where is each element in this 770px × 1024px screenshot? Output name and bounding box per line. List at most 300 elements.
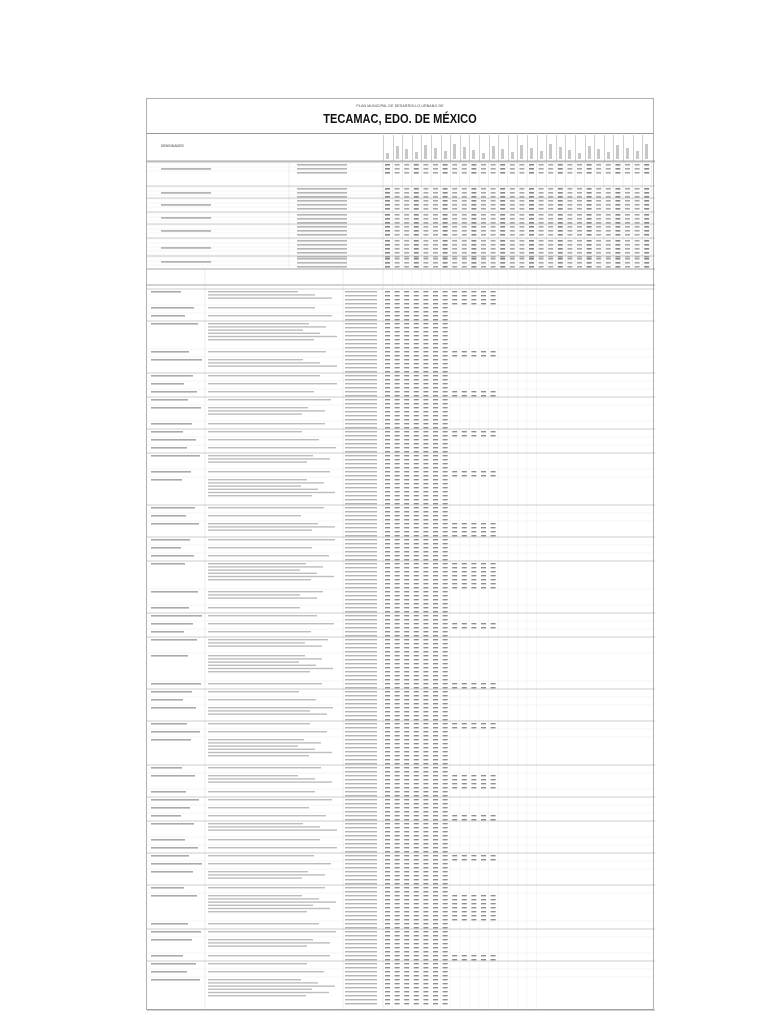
cell-value-placeholder xyxy=(414,683,419,684)
cell-value-placeholder xyxy=(558,200,563,202)
description-placeholder xyxy=(208,874,325,875)
cell-value-placeholder xyxy=(558,234,563,236)
cell-value-placeholder xyxy=(395,200,400,202)
cell-value-placeholder xyxy=(404,663,409,664)
use-label-placeholder xyxy=(151,315,185,317)
cell-value-placeholder xyxy=(385,847,390,848)
cell-value-placeholder xyxy=(395,895,400,896)
cell-value-placeholder xyxy=(491,583,496,584)
cell-value-placeholder xyxy=(385,691,390,692)
condition-placeholder xyxy=(345,787,377,788)
description-placeholder xyxy=(208,315,332,316)
cell-value-placeholder xyxy=(558,252,563,254)
description-placeholder xyxy=(208,863,331,864)
cell-value-placeholder xyxy=(414,639,419,640)
cell-value-placeholder xyxy=(433,196,438,198)
cell-value-placeholder xyxy=(462,200,467,202)
cell-value-placeholder xyxy=(577,252,582,254)
cell-value-placeholder xyxy=(385,291,390,292)
cell-value-placeholder xyxy=(462,959,467,960)
cell-value-placeholder xyxy=(433,763,438,764)
cell-value-placeholder xyxy=(395,248,400,250)
cell-value-placeholder xyxy=(414,463,419,464)
cell-value-placeholder xyxy=(481,683,486,684)
cell-value-placeholder xyxy=(395,347,400,348)
cell-value-placeholder xyxy=(443,979,448,980)
cell-value-placeholder xyxy=(404,395,409,396)
cell-value-placeholder xyxy=(471,192,476,194)
cell-value-placeholder xyxy=(452,475,457,476)
cell-value-placeholder xyxy=(471,683,476,684)
cell-value-placeholder xyxy=(462,244,467,246)
cell-value-placeholder xyxy=(395,747,400,748)
cell-value-placeholder xyxy=(433,835,438,836)
cell-value-placeholder xyxy=(443,971,448,972)
cell-value-placeholder xyxy=(395,759,400,760)
cell-value-placeholder xyxy=(567,196,572,198)
cell-value-placeholder xyxy=(404,258,409,260)
cell-value-placeholder xyxy=(606,258,611,260)
cell-value-placeholder xyxy=(385,719,390,720)
cell-value-placeholder xyxy=(414,411,419,412)
use-label-placeholder xyxy=(151,407,201,409)
cell-value-placeholder xyxy=(433,911,438,912)
cell-value-placeholder xyxy=(491,172,496,174)
cell-value-placeholder xyxy=(385,843,390,844)
cell-value-placeholder xyxy=(443,839,448,840)
cell-value-placeholder xyxy=(558,192,563,194)
cell-value-placeholder xyxy=(395,919,400,920)
cell-value-placeholder xyxy=(414,939,419,940)
cell-value-placeholder xyxy=(491,234,496,236)
cell-value-placeholder xyxy=(414,999,419,1000)
description-placeholder xyxy=(208,423,325,424)
cell-value-placeholder xyxy=(395,431,400,432)
cell-value-placeholder xyxy=(471,262,476,264)
condition-placeholder xyxy=(345,419,377,420)
cell-value-placeholder xyxy=(625,208,630,210)
cell-value-placeholder xyxy=(443,218,448,220)
cell-value-placeholder xyxy=(385,643,390,644)
cell-value-placeholder xyxy=(414,355,419,356)
cell-value-placeholder xyxy=(395,959,400,960)
cell-value-placeholder xyxy=(423,703,428,704)
cell-value-placeholder xyxy=(395,699,400,700)
cell-value-placeholder xyxy=(462,204,467,206)
cell-value-placeholder xyxy=(395,351,400,352)
cell-value-placeholder xyxy=(510,244,515,246)
condition-placeholder xyxy=(345,531,377,532)
use-label-placeholder xyxy=(151,591,198,593)
cell-value-placeholder xyxy=(404,503,409,504)
cell-value-placeholder xyxy=(433,915,438,916)
cell-value-placeholder xyxy=(423,779,428,780)
cell-value-placeholder xyxy=(385,731,390,732)
cell-value-placeholder xyxy=(433,695,438,696)
condition-placeholder xyxy=(345,975,377,976)
cell-value-placeholder xyxy=(471,723,476,724)
cell-value-placeholder xyxy=(615,248,620,250)
cell-value-placeholder xyxy=(491,303,496,304)
use-label-placeholder xyxy=(151,855,189,857)
cell-value-placeholder xyxy=(423,483,428,484)
cell-value-placeholder xyxy=(395,647,400,648)
cell-value-placeholder xyxy=(433,943,438,944)
cell-value-placeholder xyxy=(433,907,438,908)
cell-value-placeholder xyxy=(404,168,409,170)
use-label-placeholder xyxy=(151,375,193,377)
cell-value-placeholder xyxy=(452,623,457,624)
cell-value-placeholder xyxy=(414,935,419,936)
cell-value-placeholder xyxy=(596,252,601,254)
cell-value-placeholder xyxy=(414,767,419,768)
condition-placeholder xyxy=(345,539,377,540)
cell-value-placeholder xyxy=(423,963,428,964)
cell-value-placeholder xyxy=(395,487,400,488)
description-placeholder xyxy=(208,911,307,912)
cell-value-placeholder xyxy=(433,311,438,312)
cell-value-placeholder xyxy=(471,919,476,920)
cell-value-placeholder xyxy=(510,266,515,268)
cell-value-placeholder xyxy=(423,447,428,448)
condition-placeholder xyxy=(345,791,377,792)
cell-value-placeholder xyxy=(423,647,428,648)
cell-value-placeholder xyxy=(395,571,400,572)
use-label-placeholder xyxy=(151,723,187,725)
cell-value-placeholder xyxy=(423,379,428,380)
cell-value-placeholder xyxy=(433,659,438,660)
cell-value-placeholder xyxy=(443,539,448,540)
cell-value-placeholder xyxy=(404,959,409,960)
cell-value-placeholder xyxy=(395,827,400,828)
cell-value-placeholder xyxy=(414,323,419,324)
cell-value-placeholder xyxy=(414,447,419,448)
cell-value-placeholder xyxy=(510,168,515,170)
cell-value-placeholder xyxy=(615,200,620,202)
table-grid xyxy=(147,99,655,1011)
cell-value-placeholder xyxy=(443,443,448,444)
cell-value-placeholder xyxy=(423,515,428,516)
description-placeholder xyxy=(208,539,335,540)
cell-value-placeholder xyxy=(395,451,400,452)
use-label-placeholder xyxy=(151,871,193,873)
cell-value-placeholder xyxy=(452,222,457,224)
cell-value-placeholder xyxy=(404,975,409,976)
group-label-placeholder xyxy=(161,204,211,206)
cell-value-placeholder xyxy=(519,214,524,216)
cell-value-placeholder xyxy=(443,959,448,960)
cell-value-placeholder xyxy=(404,675,409,676)
cell-value-placeholder xyxy=(443,747,448,748)
cell-value-placeholder xyxy=(395,222,400,224)
cell-value-placeholder xyxy=(385,527,390,528)
cell-value-placeholder xyxy=(433,891,438,892)
cell-value-placeholder xyxy=(414,995,419,996)
cell-value-placeholder xyxy=(423,655,428,656)
cell-value-placeholder xyxy=(443,767,448,768)
cell-value-placeholder xyxy=(567,192,572,194)
cell-value-placeholder xyxy=(385,679,390,680)
description-placeholder xyxy=(208,742,321,743)
cell-value-placeholder xyxy=(471,244,476,246)
description-placeholder xyxy=(208,723,310,724)
cell-value-placeholder xyxy=(558,208,563,210)
cell-value-placeholder xyxy=(615,240,620,242)
cell-value-placeholder xyxy=(596,204,601,206)
cell-value-placeholder xyxy=(404,763,409,764)
cell-value-placeholder xyxy=(443,787,448,788)
cell-value-placeholder xyxy=(452,535,457,536)
cell-value-placeholder xyxy=(423,903,428,904)
cell-value-placeholder xyxy=(548,172,553,174)
cell-value-placeholder xyxy=(433,991,438,992)
cell-value-placeholder xyxy=(519,196,524,198)
condition-placeholder xyxy=(345,887,377,888)
description-placeholder xyxy=(208,989,312,990)
cell-value-placeholder xyxy=(423,695,428,696)
cell-value-placeholder xyxy=(414,607,419,608)
description-placeholder xyxy=(208,391,314,392)
cell-value-placeholder xyxy=(433,691,438,692)
condition-placeholder xyxy=(345,403,377,404)
description-placeholder xyxy=(208,826,320,827)
cell-value-placeholder xyxy=(452,587,457,588)
condition-placeholder xyxy=(345,1003,377,1004)
cell-value-placeholder xyxy=(452,192,457,194)
cell-value-placeholder xyxy=(481,855,486,856)
cell-value-placeholder xyxy=(510,188,515,190)
cell-value-placeholder xyxy=(491,204,496,206)
cell-value-placeholder xyxy=(462,531,467,532)
description-placeholder xyxy=(208,979,301,980)
cell-value-placeholder xyxy=(606,192,611,194)
cell-value-placeholder xyxy=(577,196,582,198)
description-placeholder xyxy=(208,399,331,400)
cell-value-placeholder xyxy=(395,375,400,376)
cell-value-placeholder xyxy=(414,439,419,440)
cell-value-placeholder xyxy=(433,895,438,896)
cell-value-placeholder xyxy=(443,939,448,940)
cell-value-placeholder xyxy=(481,915,486,916)
cell-value-placeholder xyxy=(452,579,457,580)
cell-value-placeholder xyxy=(567,240,572,242)
cell-value-placeholder xyxy=(423,999,428,1000)
cell-value-placeholder xyxy=(385,391,390,392)
cell-value-placeholder xyxy=(385,887,390,888)
cell-value-placeholder xyxy=(385,411,390,412)
condition-placeholder xyxy=(345,735,377,736)
cell-value-placeholder xyxy=(404,244,409,246)
cell-value-placeholder xyxy=(385,799,390,800)
cell-value-placeholder xyxy=(414,855,419,856)
cell-value-placeholder xyxy=(452,208,457,210)
cell-value-placeholder xyxy=(587,222,592,224)
cell-value-placeholder xyxy=(433,262,438,264)
cell-value-placeholder xyxy=(625,234,630,236)
cell-value-placeholder xyxy=(404,799,409,800)
cell-value-placeholder xyxy=(423,863,428,864)
cell-value-placeholder xyxy=(491,214,496,216)
cell-value-placeholder xyxy=(385,415,390,416)
cell-value-placeholder xyxy=(433,447,438,448)
cell-value-placeholder xyxy=(433,222,438,224)
cell-value-placeholder xyxy=(385,214,390,216)
cell-value-placeholder xyxy=(587,172,592,174)
cell-value-placeholder xyxy=(587,204,592,206)
cell-value-placeholder xyxy=(404,371,409,372)
cell-value-placeholder xyxy=(414,643,419,644)
cell-value-placeholder xyxy=(491,226,496,228)
cell-value-placeholder xyxy=(481,234,486,236)
cell-value-placeholder xyxy=(558,164,563,166)
cell-value-placeholder xyxy=(443,375,448,376)
cell-value-placeholder xyxy=(414,879,419,880)
cell-value-placeholder xyxy=(404,295,409,296)
cell-value-placeholder xyxy=(395,871,400,872)
cell-value-placeholder xyxy=(491,523,496,524)
cell-value-placeholder xyxy=(471,240,476,242)
cell-value-placeholder xyxy=(404,879,409,880)
cell-value-placeholder xyxy=(433,719,438,720)
cell-value-placeholder xyxy=(414,503,419,504)
cell-value-placeholder xyxy=(404,555,409,556)
cell-value-placeholder xyxy=(414,611,419,612)
cell-value-placeholder xyxy=(395,707,400,708)
cell-value-placeholder xyxy=(433,879,438,880)
condition-placeholder xyxy=(345,659,377,660)
cell-value-placeholder xyxy=(404,188,409,190)
cell-value-placeholder xyxy=(423,423,428,424)
cell-value-placeholder xyxy=(644,192,649,194)
condition-placeholder xyxy=(345,359,377,360)
cell-value-placeholder xyxy=(529,230,534,232)
cell-value-placeholder xyxy=(491,240,496,242)
cell-value-placeholder xyxy=(414,763,419,764)
cell-value-placeholder xyxy=(452,787,457,788)
cell-value-placeholder xyxy=(385,867,390,868)
cell-value-placeholder xyxy=(385,487,390,488)
cell-value-placeholder xyxy=(395,619,400,620)
cell-value-placeholder xyxy=(404,931,409,932)
cell-value-placeholder xyxy=(596,168,601,170)
cell-value-placeholder xyxy=(452,783,457,784)
cell-value-placeholder xyxy=(577,222,582,224)
cell-value-placeholder xyxy=(404,351,409,352)
cell-value-placeholder xyxy=(404,955,409,956)
condition-placeholder xyxy=(345,411,377,412)
cell-value-placeholder xyxy=(481,168,486,170)
cell-value-placeholder xyxy=(433,843,438,844)
cell-value-placeholder xyxy=(423,799,428,800)
cell-value-placeholder xyxy=(395,230,400,232)
cell-value-placeholder xyxy=(443,395,448,396)
cell-value-placeholder xyxy=(471,579,476,580)
cell-value-placeholder xyxy=(395,967,400,968)
cell-value-placeholder xyxy=(443,815,448,816)
cell-value-placeholder xyxy=(423,463,428,464)
cell-value-placeholder xyxy=(423,431,428,432)
condition-placeholder xyxy=(345,547,377,548)
description-placeholder xyxy=(208,655,305,656)
cell-value-placeholder xyxy=(529,168,534,170)
cell-value-placeholder xyxy=(433,831,438,832)
cell-value-placeholder xyxy=(414,851,419,852)
cell-value-placeholder xyxy=(433,627,438,628)
cell-value-placeholder xyxy=(433,387,438,388)
cell-value-placeholder xyxy=(395,879,400,880)
cell-value-placeholder xyxy=(385,875,390,876)
cell-value-placeholder xyxy=(414,252,419,254)
condition-placeholder xyxy=(345,475,377,476)
cell-value-placeholder xyxy=(443,327,448,328)
cell-value-placeholder xyxy=(462,168,467,170)
cell-value-placeholder xyxy=(395,519,400,520)
cell-value-placeholder xyxy=(491,627,496,628)
cell-value-placeholder xyxy=(539,230,544,232)
condition-placeholder xyxy=(345,479,377,480)
condition-placeholder xyxy=(345,335,377,336)
cell-value-placeholder xyxy=(423,619,428,620)
description-placeholder xyxy=(208,515,301,516)
cell-value-placeholder xyxy=(414,979,419,980)
cell-value-placeholder xyxy=(414,200,419,202)
cell-value-placeholder xyxy=(443,439,448,440)
cell-value-placeholder xyxy=(644,230,649,232)
cell-value-placeholder xyxy=(423,575,428,576)
cell-value-placeholder xyxy=(385,539,390,540)
cell-value-placeholder xyxy=(385,827,390,828)
condition-placeholder xyxy=(345,375,377,376)
condition-placeholder xyxy=(345,507,377,508)
cell-value-placeholder xyxy=(443,895,448,896)
cell-value-placeholder xyxy=(443,779,448,780)
cell-value-placeholder xyxy=(385,975,390,976)
cell-value-placeholder xyxy=(423,907,428,908)
cell-value-placeholder xyxy=(414,559,419,560)
cell-value-placeholder xyxy=(404,819,409,820)
cell-value-placeholder xyxy=(558,172,563,174)
cell-value-placeholder xyxy=(471,911,476,912)
cell-value-placeholder xyxy=(491,899,496,900)
cell-value-placeholder xyxy=(500,258,505,260)
condition-placeholder xyxy=(345,923,377,924)
cell-value-placeholder xyxy=(404,443,409,444)
cell-value-placeholder xyxy=(443,447,448,448)
use-label-placeholder xyxy=(151,895,197,897)
cell-value-placeholder xyxy=(491,779,496,780)
cell-value-placeholder xyxy=(395,711,400,712)
cell-value-placeholder xyxy=(423,847,428,848)
cell-value-placeholder xyxy=(558,226,563,228)
cell-value-placeholder xyxy=(443,226,448,228)
cell-value-placeholder xyxy=(452,168,457,170)
cell-value-placeholder xyxy=(395,419,400,420)
cell-value-placeholder xyxy=(414,495,419,496)
cell-value-placeholder xyxy=(433,611,438,612)
cell-value-placeholder xyxy=(404,987,409,988)
cell-value-placeholder xyxy=(471,587,476,588)
cell-value-placeholder xyxy=(500,266,505,268)
condition-placeholder xyxy=(345,759,377,760)
cell-value-placeholder xyxy=(385,311,390,312)
description-placeholder xyxy=(208,815,326,816)
cell-value-placeholder xyxy=(385,192,390,194)
cell-value-placeholder xyxy=(414,415,419,416)
cell-value-placeholder xyxy=(414,695,419,696)
description-placeholder xyxy=(208,939,313,940)
description-placeholder xyxy=(208,362,320,363)
cell-value-placeholder xyxy=(423,295,428,296)
